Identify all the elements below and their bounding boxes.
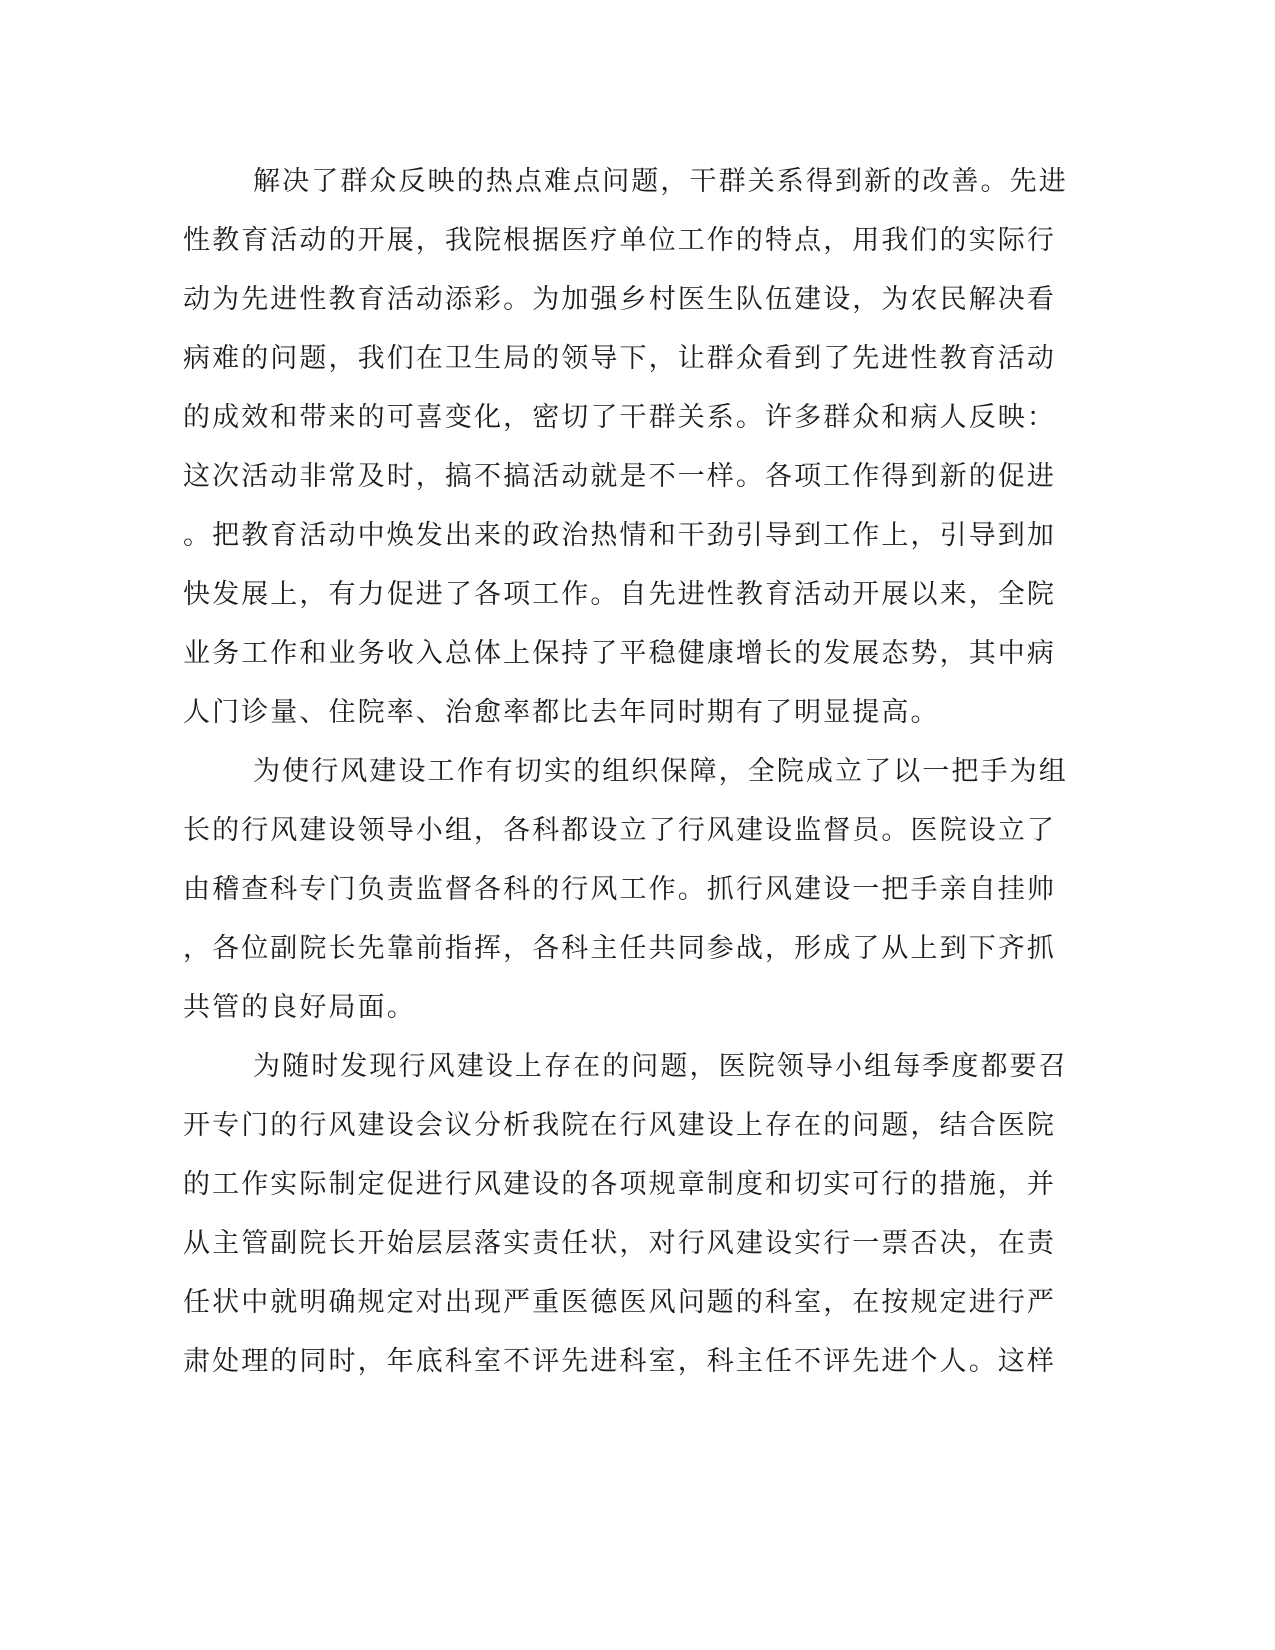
paragraph-1-line-9: 业务工作和业务收入总体上保持了平稳健康增长的发展态势，其中病 <box>183 638 1056 669</box>
paragraph-2-line-5: 共管的良好局面。 <box>183 992 416 1023</box>
paragraph-3-line-4: 从主管副院长开始层层落实责任状，对行风建设实行一票否决，在责 <box>183 1228 1056 1259</box>
paragraph-1-line-2: 性教育活动的开展，我院根据医疗单位工作的特点，用我们的实际行 <box>183 225 1056 256</box>
paragraph-2-line-4: ，各位副院长先靠前指挥，各科主任共同参战，形成了从上到下齐抓 <box>183 933 1056 964</box>
paragraph-2-line-2: 长的行风建设领导小组，各科都设立了行风建设监督员。医院设立了 <box>183 815 1056 846</box>
paragraph-1-line-5: 的成效和带来的可喜变化，密切了干群关系。许多群众和病人反映： <box>183 402 1056 433</box>
paragraph-1-line-8: 快发展上，有力促进了各项工作。自先进性教育活动开展以来，全院 <box>183 579 1056 610</box>
paragraph-3-line-2: 开专门的行风建设会议分析我院在行风建设上存在的问题，结合医院 <box>183 1110 1056 1141</box>
paragraph-3-line-1: 为随时发现行风建设上存在的问题，医院领导小组每季度都要召 <box>253 1051 1068 1082</box>
paragraph-1-line-4: 病难的问题，我们在卫生局的领导下，让群众看到了先进性教育活动 <box>183 343 1056 374</box>
paragraph-1-line-1: 解决了群众反映的热点难点问题，干群关系得到新的改善。先进 <box>253 166 1068 197</box>
paragraph-1-line-10: 人门诊量、住院率、治愈率都比去年同时期有了明显提高。 <box>183 697 940 728</box>
paragraph-3-line-3: 的工作实际制定促进行风建设的各项规章制度和切实可行的措施，并 <box>183 1169 1056 1200</box>
paragraph-2-line-1: 为使行风建设工作有切实的组织保障，全院成立了以一把手为组 <box>253 756 1068 787</box>
paragraph-3-line-5: 任状中就明确规定对出现严重医德医风问题的科室，在按规定进行严 <box>183 1287 1056 1318</box>
paragraph-1-line-6: 这次活动非常及时，搞不搞活动就是不一样。各项工作得到新的促进 <box>183 461 1056 492</box>
paragraph-3-line-6: 肃处理的同时，年底科室不评先进科室，科主任不评先进个人。这样 <box>183 1346 1056 1377</box>
paragraph-1-line-3: 动为先进性教育活动添彩。为加强乡村医生队伍建设，为农民解决看 <box>183 284 1056 315</box>
paragraph-1-line-7: 。把教育活动中焕发出来的政治热情和干劲引导到工作上，引导到加 <box>183 520 1056 551</box>
paragraph-2-line-3: 由稽查科专门负责监督各科的行风工作。抓行风建设一把手亲自挂帅 <box>183 874 1056 905</box>
